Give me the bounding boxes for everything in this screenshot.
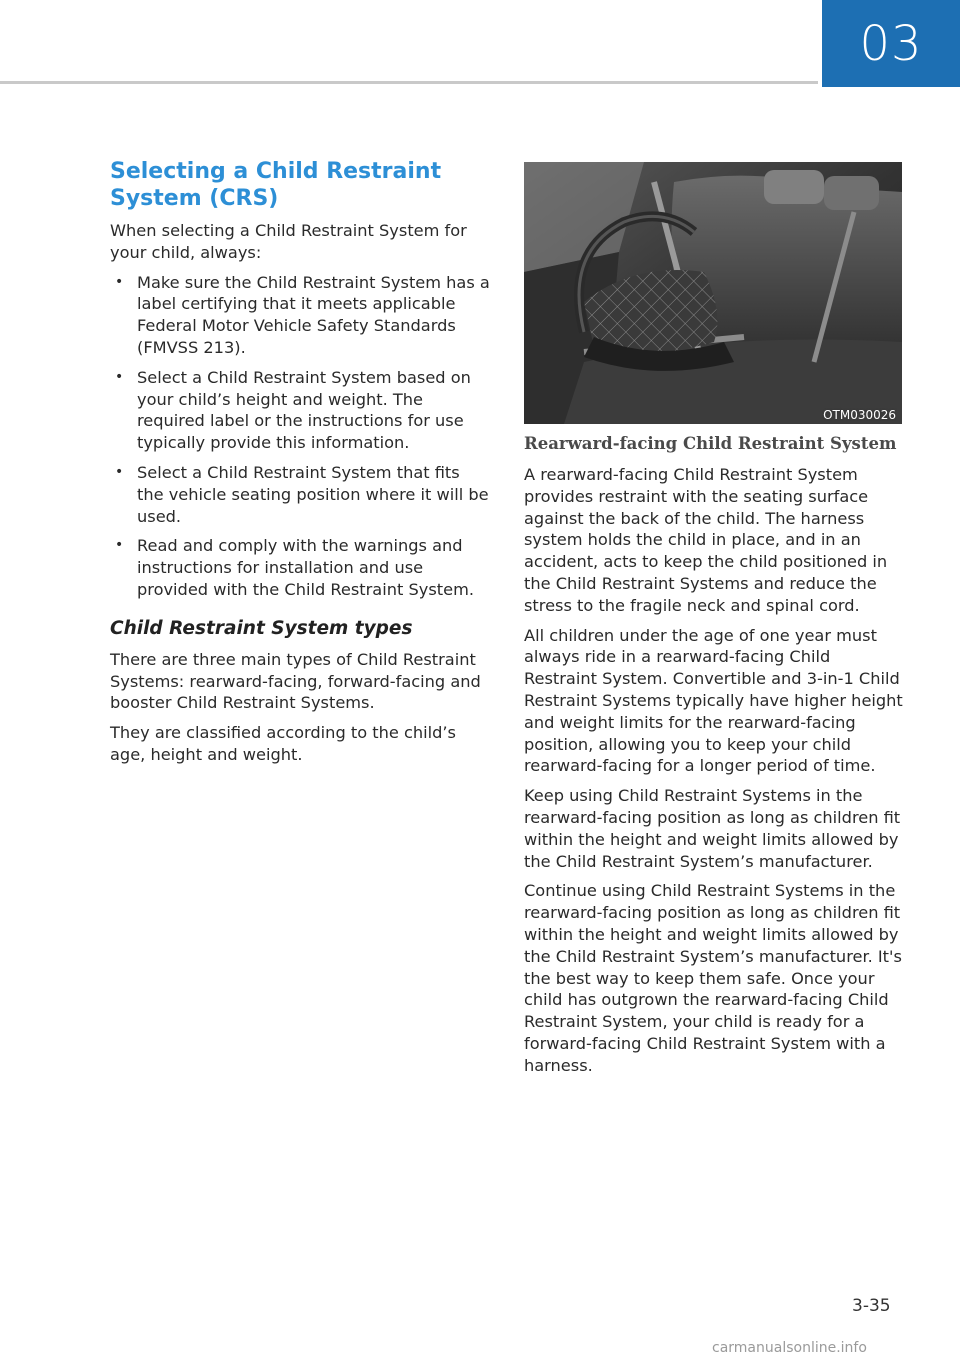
bullet-icon: • [115,537,124,554]
list-item-text: Make sure the Child Restraint System has a label certifying that it meets applicable Federal Motor Vehicle Safety Standards (FMVSS 213). [137,272,490,357]
header-rule [0,81,818,84]
paragraph: A rearward-facing Child Restraint System provides restraint with the seating surface against the back of the child. The harness system holds the child in place, and in an accident, acts to keep the child positioned in the Child Restraint Systems and reduce the stress to the fragile neck and spinal cord. [524,465,888,615]
paragraph: Continue using Child Restraint Systems in the rearward-facing position as long as children fit within the height and weight limits allowed by the Child Restraint System’s manufacturer. It's the best way to keep them safe. Once your child has outgrown the rearward-facing Child Restraint System, your child is ready for a forward-facing Child Restraint System with a harness. [524,881,902,1075]
classification-paragraph: They are classified according to the child’s age, height and weight. [110,723,456,764]
left-column [110,158,490,774]
requirements-list [110,272,490,601]
list-item-text: Read and comply with the warnings and instructions for installation and use provided with the Child Restraint System. [137,536,474,599]
list-item [110,272,490,359]
figure-code: OTM030026 [823,408,896,422]
car-seat-photo [524,162,902,424]
list-item [110,462,490,527]
section-title: Selecting a Child Restraint System (CRS) [110,159,442,211]
list-item-text: Select a Child Restraint System based on your child’s height and weight. The required label or the instructions for use typically provide this information. [137,367,471,453]
bullet-icon: • [115,463,124,480]
intro-text: When selecting a Child Restraint System for your child, always: [110,221,467,262]
list-item-text: Select a Child Restraint System that fits the vehicle seating position where it will be used. [137,462,489,526]
watermark: carmanualsonline.info [712,1340,867,1356]
paragraph: All children under the age of one year must always ride in a rearward-facing Child Restraint System. Convertible and 3-in-1 Child Restraint Systems typically have higher height and weight limits for the rearward-facing position, allowing you to keep your child rearward-facing for a longer period of time. [524,625,903,776]
figure-caption: Rearward-facing Child Restraint System [524,434,897,453]
subheading: Child Restraint System types [110,617,413,639]
bullet-icon: • [115,273,124,290]
paragraph: Keep using Child Restraint Systems in the rearward-facing position as long as children fit within the height and weight limits allowed by the Child Restraint System’s manufacturer. [524,786,901,871]
right-column [524,162,904,1085]
chapter-tab: 03 [822,0,960,87]
page-number: 3-35 [852,1296,891,1316]
bullet-icon: • [115,368,124,385]
list-item [110,535,490,600]
rear-seat-illustration [524,162,902,424]
types-paragraph: There are three main types of Child Restraint Systems: rearward-facing, forward-facing and booster Child Restraint Systems. [110,649,481,713]
list-item [110,367,490,454]
